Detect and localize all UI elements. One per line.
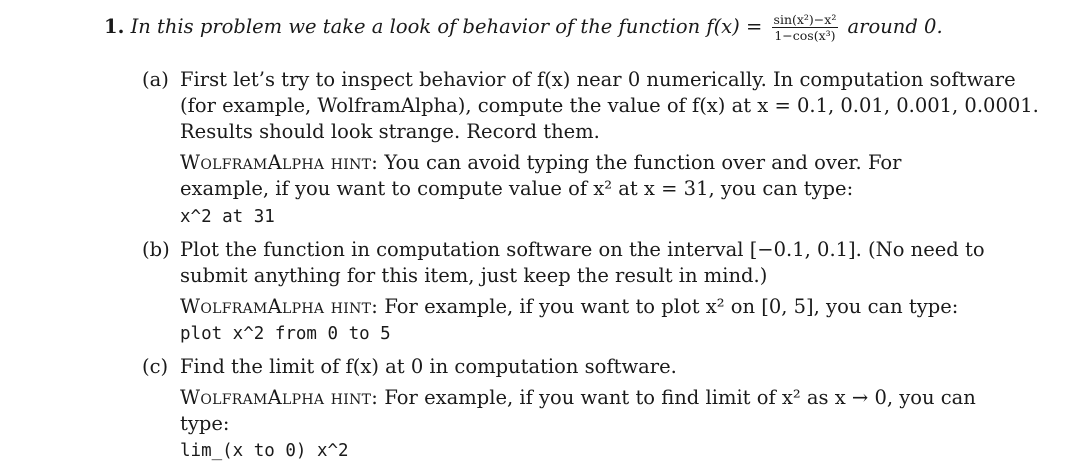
problem-header	[104, 13, 943, 42]
part-a-hint-line-1	[180, 150, 901, 176]
fraction-denominator: 1−cos(x³)	[774, 28, 836, 43]
problem-intro: In this problem we take a look of behavior of the function	[130, 15, 701, 38]
part-c-hint-line-1	[180, 385, 976, 411]
part-a-line-2: (for example, WolframAlpha), compute the value of f(x) at x = 0.1, 0.01, 0.001, 0.0001.	[180, 94, 1039, 117]
part-b-label: (b)	[142, 238, 170, 261]
part-a-hint-label: WolframAlpha hint:	[180, 151, 379, 174]
function-lhs: f(x) =	[706, 15, 763, 38]
part-a-code: x^2 at 31	[180, 207, 275, 227]
part-a-hint-line-2: example, if you want to compute value of x² at x = 31, you can type:	[180, 177, 854, 200]
part-c-hint-line-2: type:	[180, 412, 230, 435]
problem-number: 1.	[104, 15, 125, 38]
part-a-line-3: Results should look strange. Record them.	[180, 120, 600, 143]
part-b-hint-text-1: For example, if you want to plot x² on [0, 5], you can type:	[384, 295, 959, 318]
part-a-label: (a)	[142, 68, 169, 91]
part-c-code: lim_(x to 0) x^2	[180, 441, 349, 461]
part-c-label: (c)	[142, 355, 169, 378]
problem-intro-tail: around 0.	[847, 15, 943, 38]
fraction-numerator: sin(x²)−x²	[773, 12, 837, 27]
function-fraction	[772, 13, 839, 42]
part-b-line-1: Plot the function in computation software on the interval [−0.1, 0.1]. (No need to	[180, 238, 985, 261]
part-a-hint-text-1: You can avoid typing the function over and over. For	[384, 151, 902, 174]
part-c-hint-label: WolframAlpha hint:	[180, 386, 379, 409]
part-a-line-1: First let’s try to inspect behavior of f(x) near 0 numerically. In computation software	[180, 68, 1016, 91]
part-b-hint-label: WolframAlpha hint:	[180, 295, 379, 318]
part-c-hint-text-1: For example, if you want to find limit of x² as x → 0, you can	[384, 386, 976, 409]
part-c-line-1: Find the limit of f(x) at 0 in computation software.	[180, 355, 677, 378]
part-b-hint-line-1	[180, 294, 958, 320]
part-b-line-2: submit anything for this item, just keep the result in mind.)	[180, 264, 768, 287]
part-b-code: plot x^2 from 0 to 5	[180, 324, 391, 344]
